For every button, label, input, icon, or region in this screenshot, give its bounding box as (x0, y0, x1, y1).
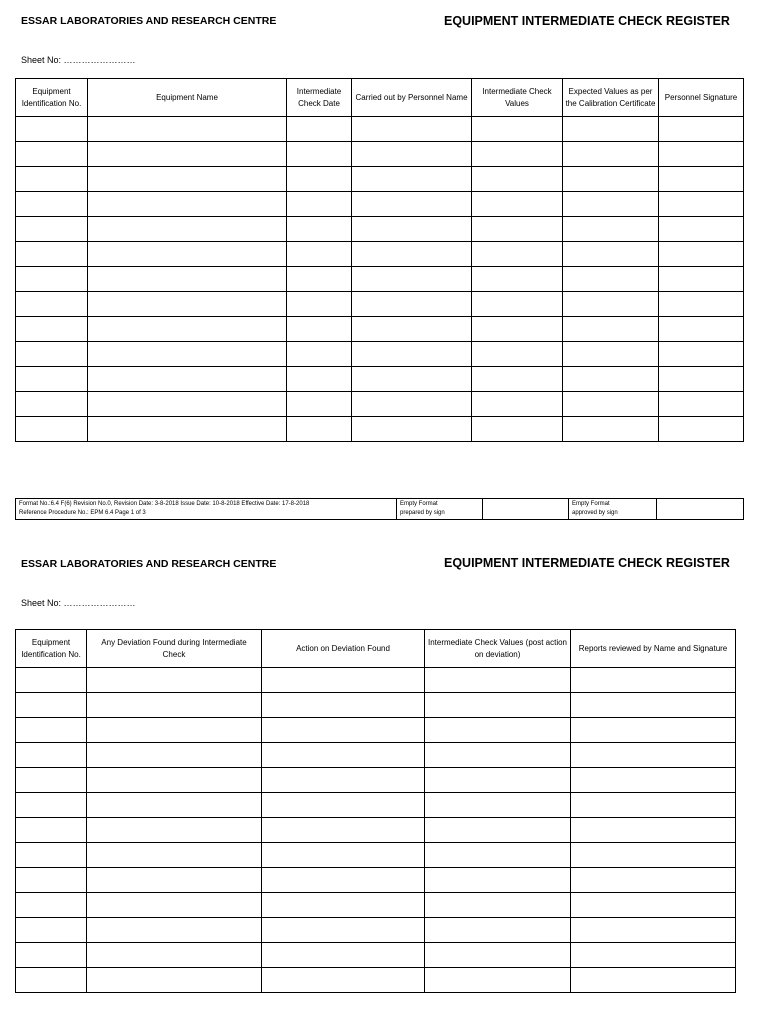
table-cell[interactable] (16, 142, 88, 167)
table-cell[interactable] (16, 743, 87, 768)
col-deviation-found: Any Deviation Found during Intermediate Check (87, 630, 262, 668)
table-cell[interactable] (571, 968, 736, 993)
table-cell[interactable] (563, 417, 659, 442)
table-cell[interactable] (659, 242, 744, 267)
table-cell[interactable] (352, 117, 472, 142)
table-cell[interactable] (563, 242, 659, 267)
table-cell[interactable] (16, 117, 88, 142)
table-cell[interactable] (262, 718, 425, 743)
table-cell[interactable] (659, 342, 744, 367)
table-cell[interactable] (287, 292, 352, 317)
table-cell[interactable] (659, 167, 744, 192)
table-row (16, 818, 736, 843)
table-cell[interactable] (571, 793, 736, 818)
col-reviewed-by: Reports reviewed by Name and Signature (571, 630, 736, 668)
format-info-line1: Format No.:6.4 F(6) Revision No.0, Revision Date: 3-8-2018 Issue Date: 10-8-2018 Effective Date: 17-8-2018 (19, 501, 310, 507)
format-info (16, 499, 397, 520)
table-row (16, 142, 744, 167)
table-cell[interactable] (16, 192, 88, 217)
table-cell[interactable] (563, 192, 659, 217)
table-row (16, 267, 744, 292)
table-cell[interactable] (87, 768, 262, 793)
table-cell[interactable] (472, 267, 563, 292)
table-cell[interactable] (472, 417, 563, 442)
table-cell[interactable] (16, 968, 87, 993)
table-cell[interactable] (262, 693, 425, 718)
table-cell[interactable] (88, 417, 287, 442)
table-cell[interactable] (88, 217, 287, 242)
table-cell[interactable] (87, 868, 262, 893)
table-row (16, 868, 736, 893)
table-row (16, 718, 736, 743)
table-cell[interactable] (352, 317, 472, 342)
table-cell[interactable] (563, 292, 659, 317)
table-cell[interactable] (262, 668, 425, 693)
table-row (16, 242, 744, 267)
table-cell[interactable] (425, 768, 571, 793)
table-cell[interactable] (659, 192, 744, 217)
sheet-number-field[interactable]: Sheet No: …………………… (21, 598, 136, 608)
sheet-number-field[interactable]: Sheet No: …………………… (21, 55, 136, 65)
deviation-register-table (15, 629, 736, 993)
table-cell[interactable] (659, 367, 744, 392)
table-cell[interactable] (16, 818, 87, 843)
table-cell[interactable] (352, 217, 472, 242)
table-cell[interactable] (16, 718, 87, 743)
table-cell[interactable] (262, 918, 425, 943)
register-title: EQUIPMENT INTERMEDIATE CHECK REGISTER (444, 556, 730, 570)
table-cell[interactable] (262, 893, 425, 918)
table-row (16, 292, 744, 317)
table-cell[interactable] (262, 793, 425, 818)
table-cell[interactable] (472, 142, 563, 167)
table-body (16, 117, 744, 442)
table-cell[interactable] (88, 117, 287, 142)
table-cell[interactable] (16, 843, 87, 868)
table-cell[interactable] (88, 267, 287, 292)
table-cell[interactable] (87, 893, 262, 918)
table-cell[interactable] (88, 292, 287, 317)
approved-by-label-line2: approved by sign (572, 510, 618, 516)
table-cell[interactable] (16, 267, 88, 292)
approved-by-label-line1: Empty Format (572, 501, 610, 507)
table-cell[interactable] (425, 843, 571, 868)
table-cell[interactable] (563, 367, 659, 392)
table-cell[interactable] (287, 217, 352, 242)
table-cell[interactable] (472, 242, 563, 267)
table-row (16, 392, 744, 417)
table-cell[interactable] (87, 718, 262, 743)
table-cell[interactable] (352, 367, 472, 392)
table-cell[interactable] (563, 342, 659, 367)
approved-by-sign-field[interactable] (657, 499, 744, 520)
table-cell[interactable] (16, 793, 87, 818)
table-row (16, 192, 744, 217)
prepared-by-sign-field[interactable] (483, 499, 569, 520)
table-cell[interactable] (425, 668, 571, 693)
table-cell[interactable] (659, 392, 744, 417)
table-row (16, 117, 744, 142)
table-cell[interactable] (425, 943, 571, 968)
col-check-date: Intermediate Check Date (287, 79, 352, 117)
table-cell[interactable] (563, 317, 659, 342)
table-cell[interactable] (571, 743, 736, 768)
table-cell[interactable] (287, 142, 352, 167)
table-row (16, 668, 736, 693)
table-cell[interactable] (425, 743, 571, 768)
table-cell[interactable] (571, 918, 736, 943)
table-cell[interactable] (16, 893, 87, 918)
table-cell[interactable] (352, 167, 472, 192)
table-cell[interactable] (472, 367, 563, 392)
table-cell[interactable] (262, 968, 425, 993)
table-cell[interactable] (87, 668, 262, 693)
table-cell[interactable] (472, 117, 563, 142)
table-cell[interactable] (571, 893, 736, 918)
approved-by-label (569, 499, 657, 520)
org-name: ESSAR LABORATORIES AND RESEARCH CENTRE (21, 15, 277, 27)
table-cell[interactable] (87, 818, 262, 843)
table-cell[interactable] (352, 142, 472, 167)
check-register-table (15, 78, 744, 442)
table-row (16, 793, 736, 818)
table-cell[interactable] (87, 743, 262, 768)
prepared-by-label-line2: prepared by sign (400, 510, 445, 516)
table-cell[interactable] (87, 693, 262, 718)
table-row (16, 167, 744, 192)
table-cell[interactable] (88, 142, 287, 167)
table-row (16, 943, 736, 968)
table-cell[interactable] (659, 117, 744, 142)
table-cell[interactable] (87, 918, 262, 943)
table-cell[interactable] (571, 843, 736, 868)
table-cell[interactable] (262, 743, 425, 768)
table-cell[interactable] (563, 117, 659, 142)
table-cell[interactable] (87, 968, 262, 993)
table-cell[interactable] (16, 242, 88, 267)
table-cell[interactable] (425, 918, 571, 943)
table-cell[interactable] (472, 317, 563, 342)
table-cell[interactable] (571, 868, 736, 893)
table-cell[interactable] (571, 718, 736, 743)
table-cell[interactable] (16, 342, 88, 367)
table-cell[interactable] (563, 142, 659, 167)
table-row (16, 693, 736, 718)
table-row (16, 843, 736, 868)
table-cell[interactable] (659, 142, 744, 167)
table-cell[interactable] (425, 868, 571, 893)
table-cell[interactable] (287, 392, 352, 417)
table-row (16, 367, 744, 392)
table-cell[interactable] (425, 718, 571, 743)
table-cell[interactable] (287, 167, 352, 192)
table-cell[interactable] (425, 893, 571, 918)
table-cell[interactable] (16, 693, 87, 718)
table-cell[interactable] (88, 192, 287, 217)
col-personnel-signature: Personnel Signature (659, 79, 744, 117)
col-action-on-deviation: Action on Deviation Found (262, 630, 425, 668)
table-cell[interactable] (262, 818, 425, 843)
table-row (16, 317, 744, 342)
table-cell[interactable] (425, 793, 571, 818)
table-cell[interactable] (352, 392, 472, 417)
table-row (16, 417, 744, 442)
table-row (16, 743, 736, 768)
table-cell[interactable] (352, 242, 472, 267)
table-cell[interactable] (88, 392, 287, 417)
col-personnel-name: Carried out by Personnel Name (352, 79, 472, 117)
table-cell[interactable] (16, 918, 87, 943)
table-cell[interactable] (16, 317, 88, 342)
table-cell[interactable] (352, 417, 472, 442)
table-cell[interactable] (87, 793, 262, 818)
table-cell[interactable] (563, 392, 659, 417)
table-cell[interactable] (262, 843, 425, 868)
table-cell[interactable] (16, 367, 88, 392)
table-cell[interactable] (16, 292, 88, 317)
table-cell[interactable] (659, 417, 744, 442)
table-cell[interactable] (352, 292, 472, 317)
table-cell[interactable] (88, 342, 287, 367)
table-cell[interactable] (287, 367, 352, 392)
col-check-values: Intermediate Check Values (472, 79, 563, 117)
table-cell[interactable] (659, 292, 744, 317)
table-cell[interactable] (16, 167, 88, 192)
table-cell[interactable] (425, 693, 571, 718)
table-cell[interactable] (16, 868, 87, 893)
table-cell[interactable] (659, 317, 744, 342)
table-cell[interactable] (571, 768, 736, 793)
col-post-action-values: Intermediate Check Values (post action on deviation) (425, 630, 571, 668)
table-row (16, 918, 736, 943)
org-name: ESSAR LABORATORIES AND RESEARCH CENTRE (21, 558, 277, 570)
table-cell[interactable] (88, 167, 287, 192)
table-cell[interactable] (352, 342, 472, 367)
table-cell[interactable] (472, 167, 563, 192)
table-body (16, 668, 736, 993)
table-cell[interactable] (87, 843, 262, 868)
format-info-line2: Reference Procedure No.: EPM 6.4 Page 1 of 3 (19, 510, 146, 516)
table-cell[interactable] (88, 242, 287, 267)
table-cell[interactable] (287, 242, 352, 267)
table-cell[interactable] (659, 267, 744, 292)
table-cell[interactable] (472, 217, 563, 242)
table-cell[interactable] (16, 217, 88, 242)
table-cell[interactable] (563, 267, 659, 292)
table-cell[interactable] (472, 292, 563, 317)
table-cell[interactable] (287, 417, 352, 442)
table-cell[interactable] (425, 818, 571, 843)
table-cell[interactable] (262, 943, 425, 968)
col-equipment-id: Equipment Identification No. (16, 630, 87, 668)
table-cell[interactable] (287, 342, 352, 367)
table-cell[interactable] (287, 317, 352, 342)
table-cell[interactable] (425, 968, 571, 993)
table-row (16, 968, 736, 993)
col-expected-values: Expected Values as per the Calibration Certificate (563, 79, 659, 117)
table-row (16, 342, 744, 367)
table-cell[interactable] (352, 267, 472, 292)
table-cell[interactable] (88, 317, 287, 342)
table-row (16, 768, 736, 793)
table-cell[interactable] (659, 217, 744, 242)
table-cell[interactable] (571, 693, 736, 718)
prepared-by-label-line1: Empty Format (400, 501, 438, 507)
table-row (16, 893, 736, 918)
table-cell[interactable] (571, 818, 736, 843)
table-cell[interactable] (88, 367, 287, 392)
col-equipment-name: Equipment Name (88, 79, 287, 117)
table-cell[interactable] (287, 117, 352, 142)
table-cell[interactable] (563, 167, 659, 192)
table-cell[interactable] (472, 392, 563, 417)
table-cell[interactable] (87, 943, 262, 968)
table-cell[interactable] (16, 943, 87, 968)
table-cell[interactable] (571, 943, 736, 968)
table-cell[interactable] (352, 192, 472, 217)
register-title: EQUIPMENT INTERMEDIATE CHECK REGISTER (444, 14, 730, 28)
table-cell[interactable] (16, 768, 87, 793)
table-cell[interactable] (262, 768, 425, 793)
table-cell[interactable] (287, 267, 352, 292)
table-cell[interactable] (287, 192, 352, 217)
table-cell[interactable] (16, 392, 88, 417)
table-cell[interactable] (16, 668, 87, 693)
table-cell[interactable] (563, 217, 659, 242)
table-cell[interactable] (571, 668, 736, 693)
document-control-footer (15, 498, 744, 520)
prepared-by-label (397, 499, 483, 520)
table-cell[interactable] (472, 342, 563, 367)
table-cell[interactable] (262, 868, 425, 893)
col-equipment-id: Equipment Identification No. (16, 79, 88, 117)
table-row (16, 217, 744, 242)
table-cell[interactable] (472, 192, 563, 217)
table-cell[interactable] (16, 417, 88, 442)
